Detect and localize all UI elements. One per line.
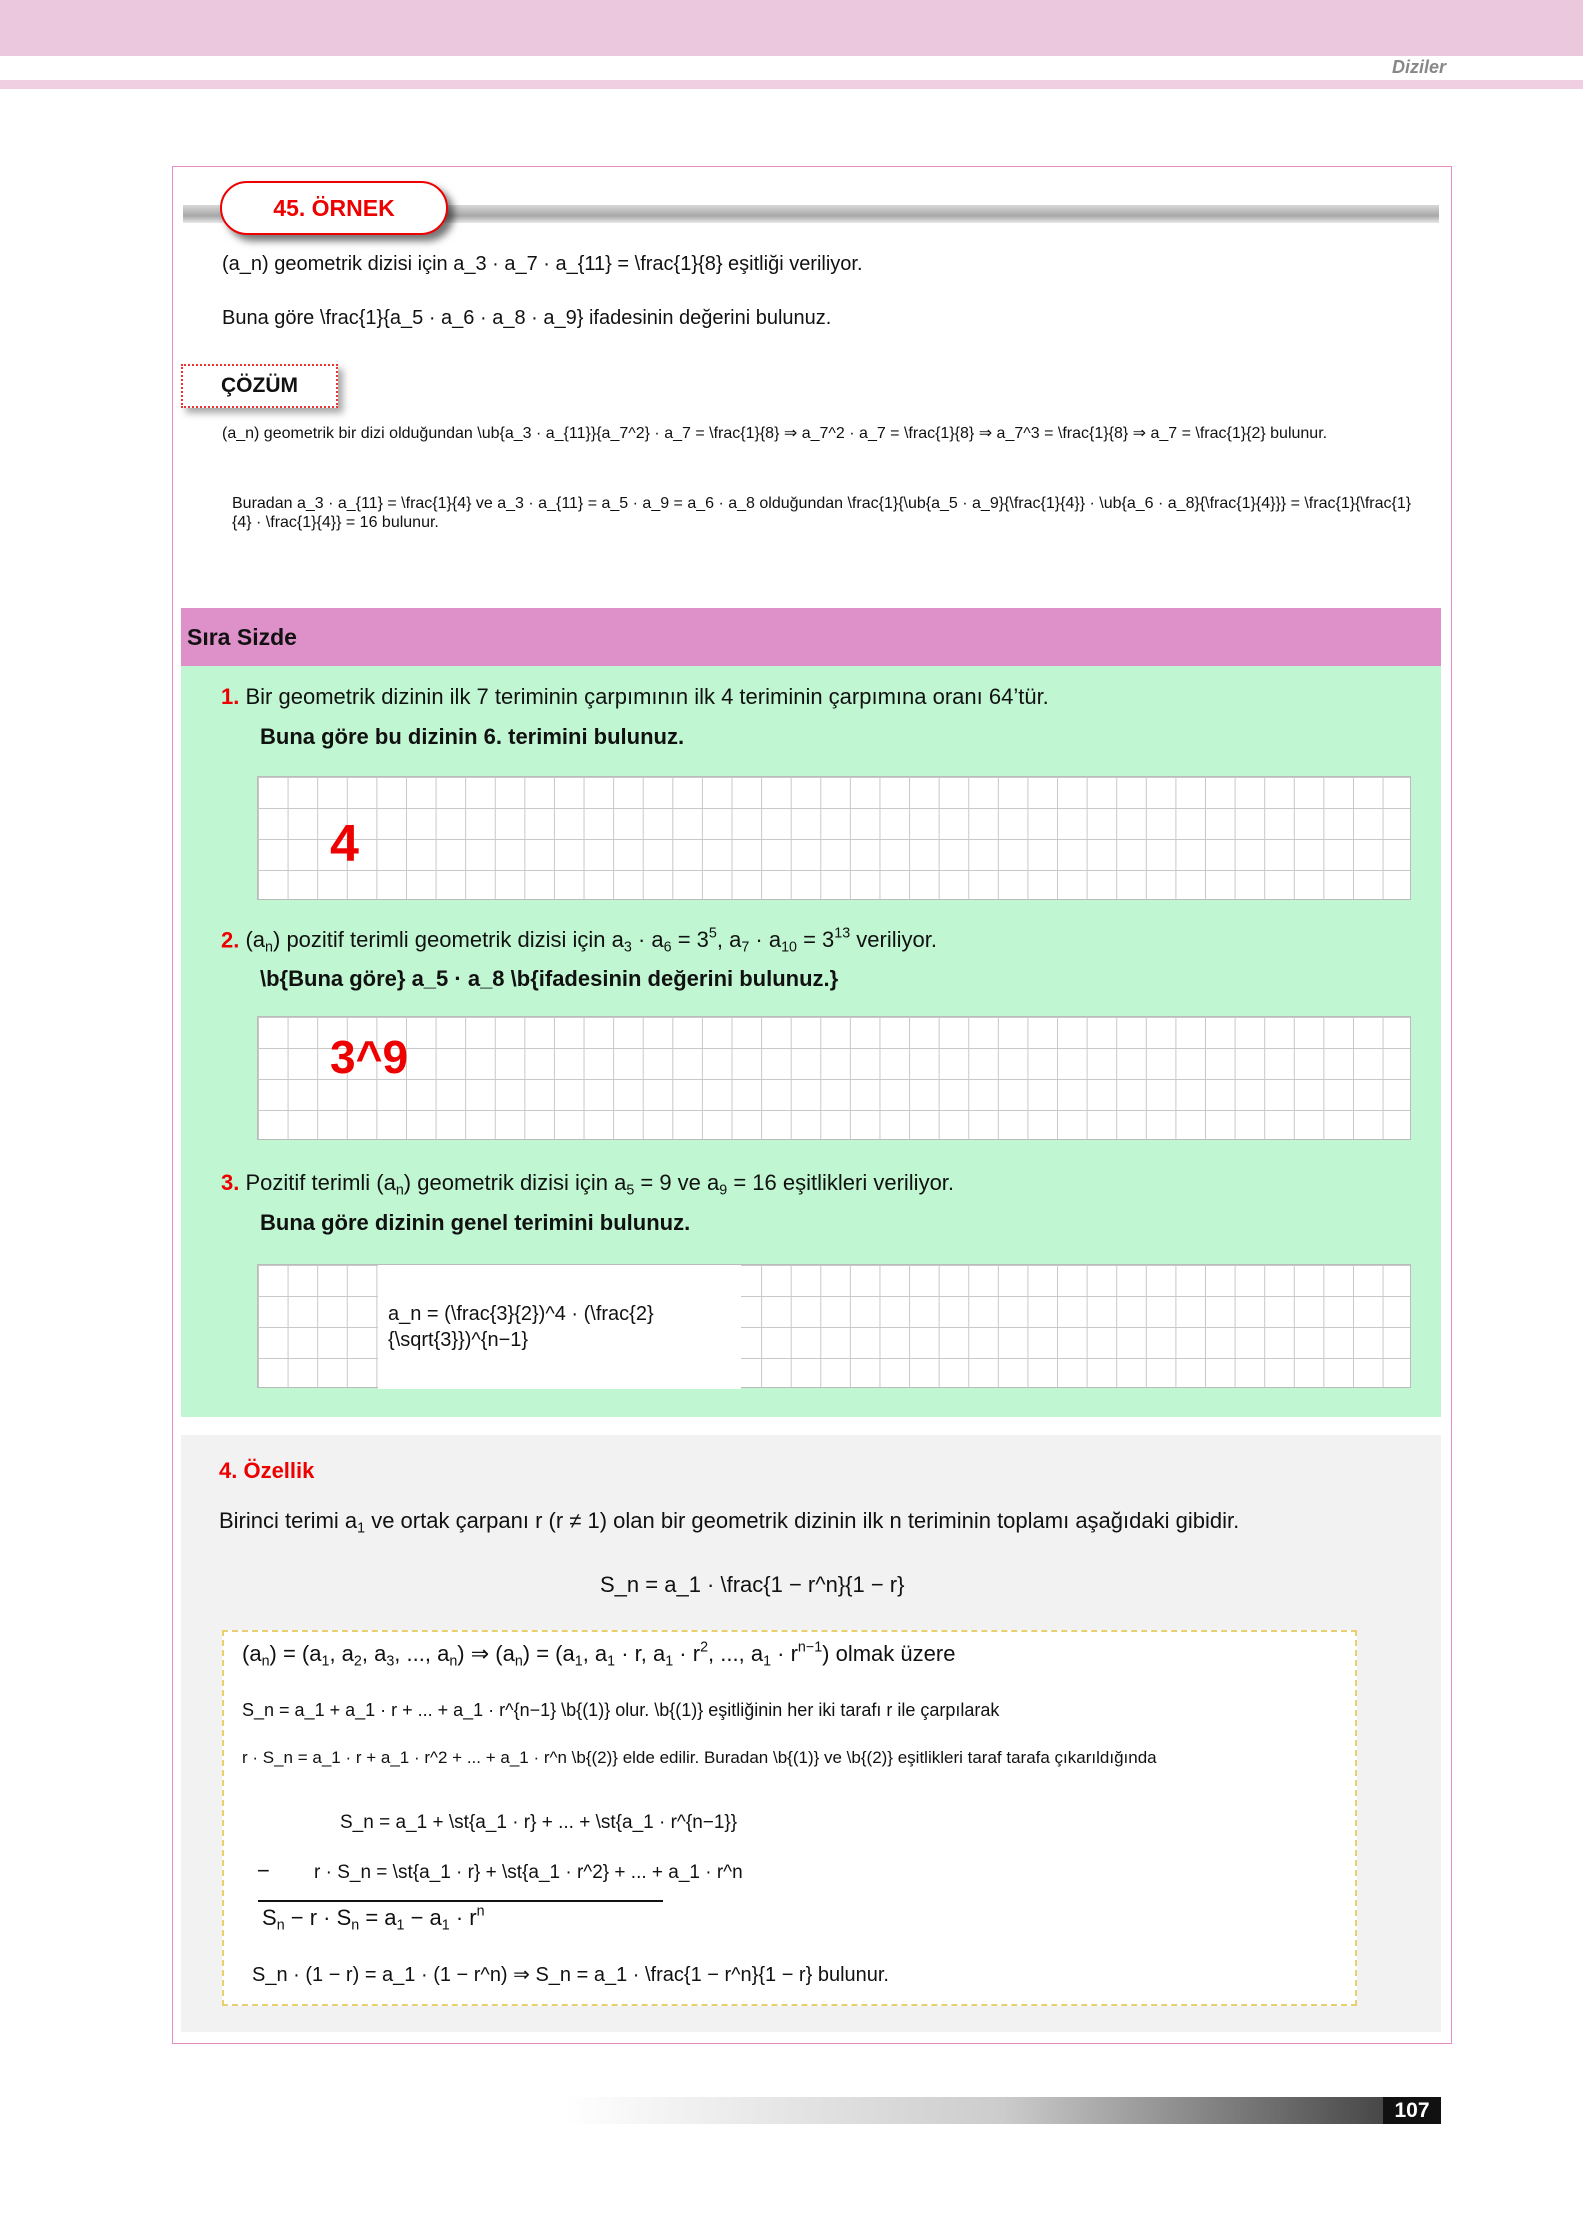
- proof-line-7: S_n · (1 − r) = a_1 · (1 − r^n) ⇒ S_n = a_1 · \frac{1 − r^n}{1 − r} bulunur.: [252, 1964, 889, 1986]
- proof-line-3: r · S_n = a_1 · r + a_1 · r^2 + ... + a_1 · r^n \b{(2)} elde edilir. Buradan \b{(1)} ve \b{(2)} eşitlikleri taraf tarafa çıkarıldığında: [242, 1748, 1157, 1767]
- question-ask: Buna göre bu dizinin 6. terimini bulunuz.: [260, 724, 685, 749]
- subtraction-rule: [258, 1900, 663, 1902]
- example-statement: (a_n) geometrik dizisi için a_3 · a_7 · a_{11} = \frac{1}{8} eşitliği veriliyor.: [222, 253, 863, 275]
- solution-label: ÇÖZÜM: [181, 364, 338, 408]
- answer-grid[interactable]: [257, 1016, 1411, 1140]
- solution-line-2: Buradan a_3 · a_{11} = \frac{1}{4} ve a_3 · a_{11} = a_5 · a_9 = a_6 · a_8 olduğundan \frac{1}{\ub{a_5 · a_9}{\frac{1}{4}} · \ub{a_6 · a_8}{\frac{1}{4}}} = \frac{1}{\frac{1}{4} · \frac{1}{4}} = 16 bulunur.: [232, 495, 1412, 532]
- question-number: 2.: [221, 927, 240, 953]
- property-title: 4. Özellik: [219, 1458, 315, 1483]
- proof-line-6: $S_n - r \cdot S_n = a_1 - a_1 \cdot r^n$: [262, 1904, 485, 1934]
- header-divider: [0, 80, 1583, 89]
- example-question: Buna göre \frac{1}{a_5 · a_6 · a_8 · a_9} ifadesinin değerini bulunuz.: [222, 307, 832, 329]
- practice-title: Sıra Sizde: [181, 608, 1441, 666]
- page-number: 107: [1383, 2097, 1441, 2124]
- question-ask: Buna göre dizinin genel terimini bulunuz.: [260, 1210, 691, 1235]
- question-text: Bir geometrik dizinin ilk 7 teriminin çarpımının ilk 4 teriminin çarpımına oranı 64’tür.: [245, 684, 1049, 709]
- question-3: [221, 1170, 954, 1198]
- question-number: 1.: [221, 684, 240, 709]
- solution-line-1: (a_n) geometrik bir dizi olduğundan \ub{a_3 · a_{11}}{a_7^2} · a_7 = \frac{1}{8} ⇒ a_7^2 · a_7 = \frac{1}{8} ⇒ a_7^3 = \frac{1}{8} ⇒ a_7 = \frac{1}{2} bulunur.: [222, 425, 1328, 442]
- question-text: $(a_n)$ pozitif terimli geometrik dizisi için $a_3 \cdot a_6 = 3^5$, $a_7 \cdot a_{10} = 3^{13}$ veriliyor.: [245, 926, 937, 956]
- answer: 3^9: [330, 1031, 409, 1083]
- proof-line-5: r · S_n = \st{a_1 · r} + \st{a_1 · r^2} + ... + a_1 · r^n: [314, 1862, 743, 1883]
- question-2: [221, 926, 937, 956]
- question-text: Pozitif terimli $(a_n)$ geometrik dizisi için $a_5 = 9$ ve $a_9 = 16$ eşitlikleri veriliyor.: [245, 1170, 955, 1199]
- property-intro: Birinci terimi $a_1$ ve ortak çarpanı r (r ≠ 1) olan bir geometrik dizinin ilk n teriminin toplamı aşağıdaki gibidir.: [219, 1508, 1240, 1537]
- sum-formula: S_n = a_1 · \frac{1 − r^n}{1 − r}: [600, 1572, 905, 1597]
- answer-formula: a_n = (\frac{3}{2})^4 · (\frac{2}{\sqrt{3}})^{n−1}: [378, 1265, 741, 1389]
- proof-line-1: $(a_n) = (a_1$, $a_2$, $a_3$, ..., $a_n$) ⇒ $(a_n) = (a_1$, $a_1 \cdot r$, $a_1 \cdot r^2$, ..., $a_1 \cdot r^{n-1}$) olmak üzere: [242, 1640, 956, 1670]
- footer-bar: [564, 2097, 1441, 2124]
- chapter-title: Diziler: [1391, 57, 1446, 77]
- question-1: [221, 684, 1049, 710]
- example-label: 45. ÖRNEK: [220, 181, 448, 235]
- question-number: 3.: [221, 1170, 240, 1195]
- proof-line-2: S_n = a_1 + a_1 · r + ... + a_1 · r^{n−1} \b{(1)} olur. \b{(1)} eşitliğinin her iki tarafı r ile çarpılarak: [242, 1700, 1000, 1720]
- answer: 4: [330, 815, 359, 873]
- minus-sign: −: [257, 1858, 270, 1883]
- answer-grid[interactable]: [257, 776, 1411, 900]
- proof-line-4: S_n = a_1 + \st{a_1 · r} + ... + \st{a_1 · r^{n−1}}: [340, 1812, 738, 1833]
- header-band: [0, 0, 1583, 56]
- question-ask: \b{Buna göre} a_5 · a_8 \b{ifadesinin değerini bulunuz.}: [260, 966, 839, 991]
